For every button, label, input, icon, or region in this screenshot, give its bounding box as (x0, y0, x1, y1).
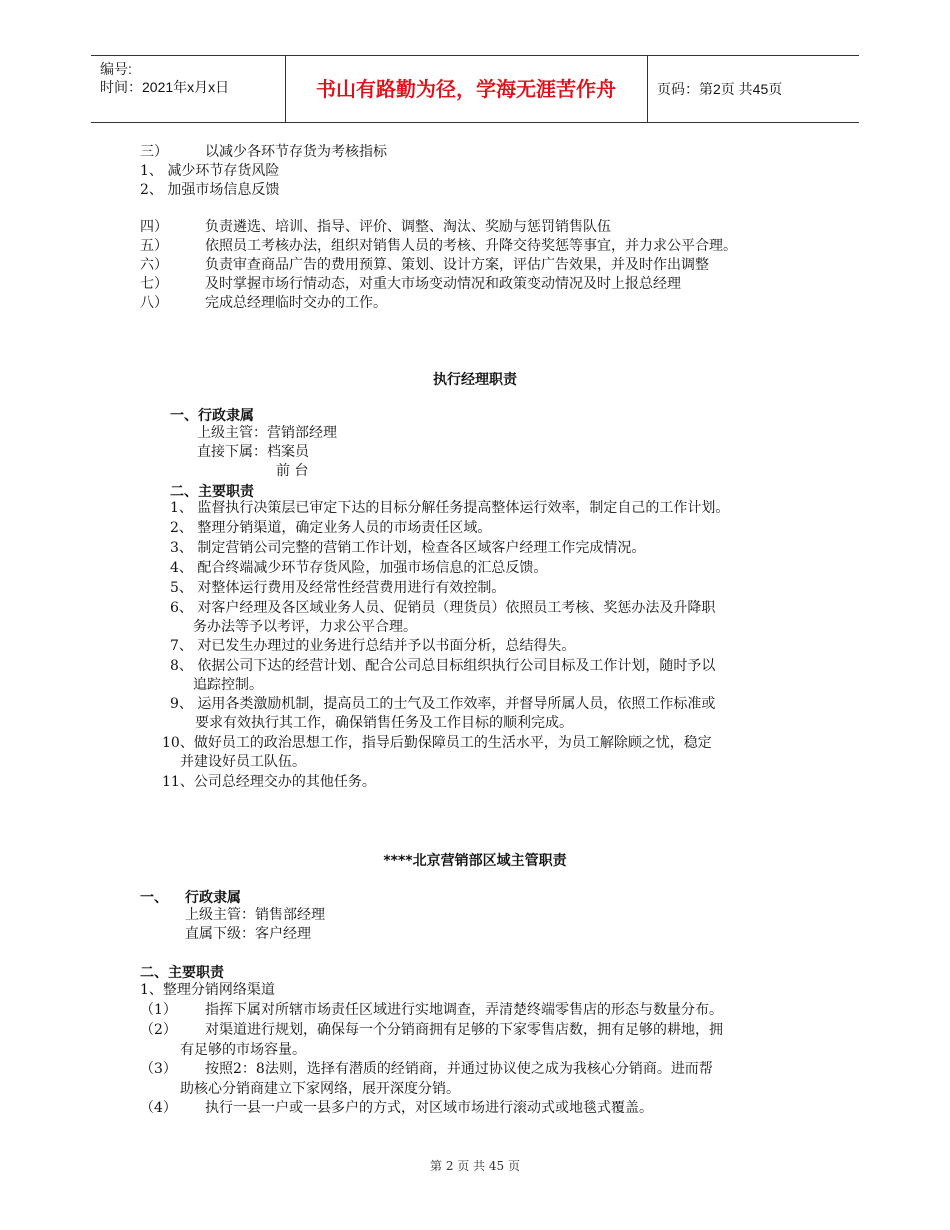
sub-item-number: （3） (140, 1061, 177, 1077)
item-number: 五） (140, 238, 168, 254)
duty-item: 9、 运用各类激励机制，提高员工的士气及工作效率，并督导所属人员，依照工作标准或 (170, 696, 716, 712)
header-divider (647, 56, 648, 122)
duty-item: 3、 制定营销公司完整的营销工作计划，检查各区域客户经理工作完成情况。 (170, 540, 646, 556)
sub-item-text: 指挥下属对所辖市场责任区域进行实地调查，弄清楚终端零售店的形态与数量分布。 (205, 1002, 723, 1018)
header-motto: 书山有路勤为径，学海无涯苦作舟 (316, 77, 616, 101)
item-text: 负责审查商品广告的费用预算、策划、设计方案，评估广告效果，并及时作出调整 (205, 257, 709, 273)
sub-item-number: （4） (140, 1100, 177, 1116)
item-text: 依照员工考核办法，组织对销售人员的考核、升降交待奖惩等事宜，并力求公平合理。 (205, 238, 737, 254)
superior-line: 上级主管：销售部经理 (185, 907, 325, 923)
duty-item-cont: 要求有效执行其工作，确保销售任务及工作目标的顺利完成。 (195, 715, 573, 731)
superior-line: 上级主管：营销部经理 (197, 425, 337, 441)
duty-item: 1、整理分销网络渠道 (140, 982, 275, 998)
section-heading: 一、行政隶属 (170, 408, 254, 424)
section-heading: 二、主要职责 (170, 484, 254, 500)
header-page-label: 页码：第2页 共45页 (657, 81, 783, 97)
duty-item: 1、 监督执行决策层已审定下达的目标分解任务提高整体运行效率，制定自己的工作计划。 (170, 500, 730, 516)
direct-report-line: 直属下级：客户经理 (185, 926, 311, 942)
sub-item: 2、 加强市场信息反馈 (140, 182, 280, 198)
duty-item-cont: 并建设好员工队伍。 (180, 754, 306, 770)
direct-report-line: 直接下属：档案员 (197, 444, 309, 460)
item-number: 三） (140, 144, 168, 160)
section-heading: 二、主要职责 (140, 965, 224, 981)
item-text: 负责遴选、培训、指导、评价、调整、淘汰、奖励与惩罚销售队伍 (205, 219, 611, 235)
duty-item-cont: 务办法等予以考评，力求公平合理。 (193, 619, 417, 635)
sub-item-text: 执行一县一户或一县多户的方式，对区域市场进行滚动式或地毯式覆盖。 (205, 1100, 653, 1116)
duty-item: 11、公司总经理交办的其他任务。 (162, 774, 376, 790)
direct-report-line: 前 台 (276, 463, 309, 479)
duty-item: 5、 对整体运行费用及经常性经营费用进行有效控制。 (170, 580, 506, 596)
duty-item: 7、 对已发生办理过的业务进行总结并予以书面分析，总结得失。 (170, 638, 576, 654)
doc-number-label: 编号: (100, 61, 132, 77)
item-number: 六） (140, 257, 168, 273)
item-number: 四） (140, 219, 168, 235)
page-footer: 第 2 页 共 45 页 (430, 1159, 520, 1173)
sub-item-cont: 有足够的市场容量。 (180, 1042, 306, 1058)
sub-item: 1、 减少环节存货风险 (140, 163, 280, 179)
item-text: 完成总经理临时交办的工作。 (205, 295, 387, 311)
doc-time-label: 时间：2021年x月x日 (100, 79, 230, 95)
section-heading: 行政隶属 (185, 890, 241, 906)
duty-item: 6、 对客户经理及各区域业务人员、促销员（理货员）依照员工考核、奖惩办法及升降职 (170, 600, 716, 616)
page-header (91, 55, 859, 123)
item-number: 七） (140, 276, 168, 292)
duty-item: 10、做好员工的政治思想工作，指导后勤保障员工的生活水平，为员工解除顾之忧，稳定 (162, 735, 712, 751)
duty-item-cont: 追踪控制。 (193, 677, 263, 693)
header-meta (100, 60, 229, 96)
duty-item: 4、 配合终端减少环节存货风险，加强市场信息的汇总反馈。 (170, 560, 548, 576)
item-text: 以减少各环节存货为考核指标 (205, 144, 387, 160)
item-number: 八） (140, 295, 168, 311)
section-title: ****北京营销部区域主管职责 (383, 853, 567, 869)
item-text: 及时掌握市场行情动态，对重大市场变动情况和政策变动情况及时上报总经理 (205, 276, 681, 292)
sub-item-text: 按照2：8法则，选择有潜质的经销商，并通过协议使之成为我核心分销商。进而帮 (205, 1061, 713, 1077)
section-title: 执行经理职责 (433, 372, 517, 388)
sub-item-number: （1） (140, 1002, 177, 1018)
duty-item: 2、 整理分销渠道，确定业务人员的市场责任区域。 (170, 520, 492, 536)
section-heading-number: 一、 (140, 890, 168, 906)
duty-item: 8、 依据公司下达的经营计划、配合公司总目标组织执行公司目标及工作计划，随时予以 (170, 658, 716, 674)
sub-item-number: （2） (140, 1022, 177, 1038)
sub-item-text: 对渠道进行规划，确保每一个分销商拥有足够的下家零售店数，拥有足够的耕地，拥 (205, 1022, 723, 1038)
sub-item-cont: 助核心分销商建立下家网络，展开深度分销。 (180, 1081, 460, 1097)
